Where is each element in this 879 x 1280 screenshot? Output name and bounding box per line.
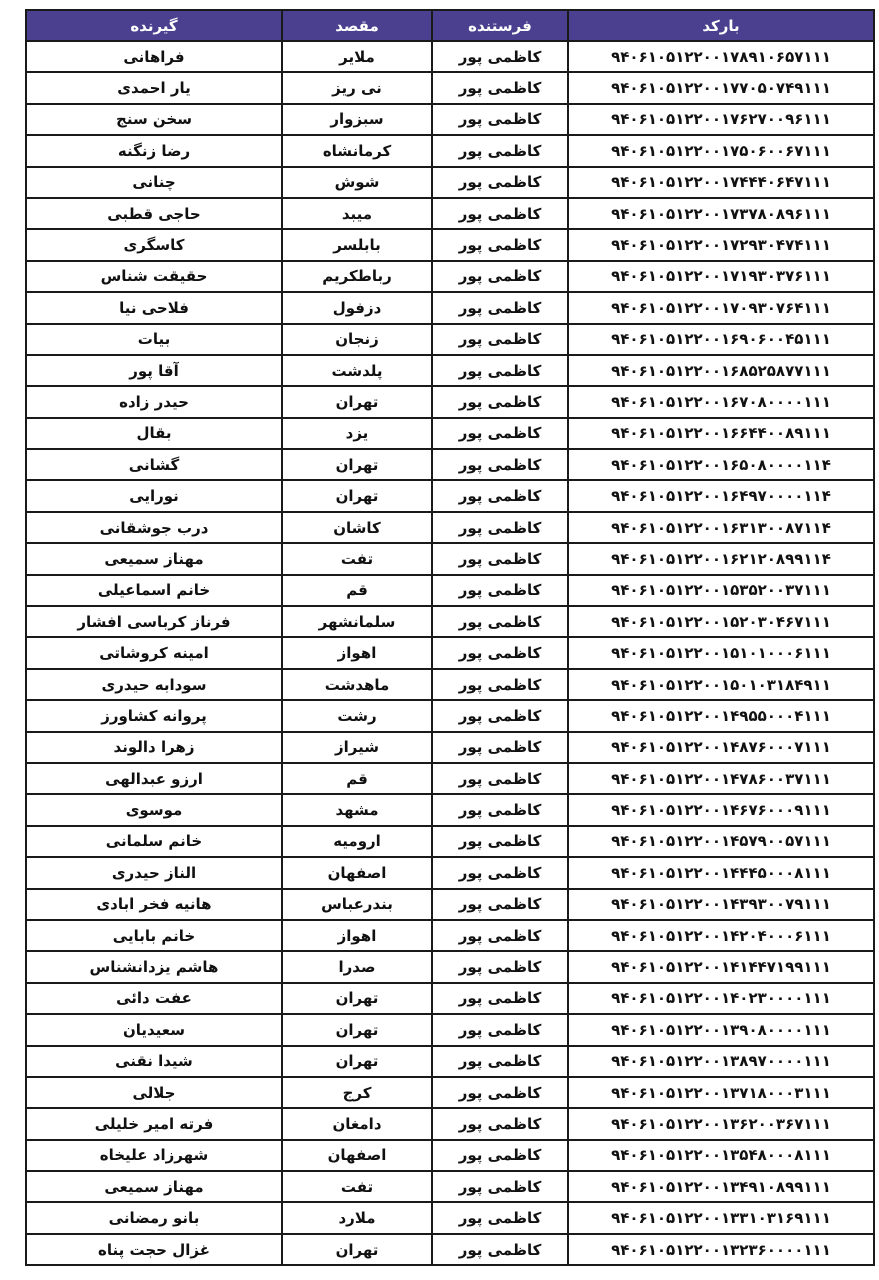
cell-recipient: بقال (26, 418, 282, 449)
cell-recipient: فلاحی نیا (26, 292, 282, 323)
cell-recipient: خانم بابایی (26, 920, 282, 951)
cell-destination: تهران (282, 449, 432, 480)
cell-destination: ملارد (282, 1202, 432, 1233)
cell-sender: کاظمی پور (432, 386, 568, 417)
cell-barcode: ۹۴۰۶۱۰۵۱۲۲۰۰۱۴۳۹۳۰۰۷۹۱۱۱ (568, 889, 874, 920)
cell-destination: تهران (282, 386, 432, 417)
cell-destination: رشت (282, 700, 432, 731)
table-row (26, 449, 874, 480)
table-row (26, 1014, 874, 1045)
cell-sender: کاظمی پور (432, 1234, 568, 1265)
cell-recipient: سعیدیان (26, 1014, 282, 1045)
cell-sender: کاظمی پور (432, 763, 568, 794)
table-row (26, 512, 874, 543)
cell-barcode: ۹۴۰۶۱۰۵۱۲۲۰۰۱۶۶۴۴۰۰۸۹۱۱۱ (568, 418, 874, 449)
cell-barcode: ۹۴۰۶۱۰۵۱۲۲۰۰۱۴۸۷۶۰۰۰۷۱۱۱ (568, 732, 874, 763)
cell-destination: شیراز (282, 732, 432, 763)
cell-destination: تفت (282, 1171, 432, 1202)
cell-destination: کاشان (282, 512, 432, 543)
table-row (26, 1046, 874, 1077)
cell-destination: کرمانشاه (282, 135, 432, 166)
cell-destination: قم (282, 763, 432, 794)
cell-recipient: رضا زنگنه (26, 135, 282, 166)
table-row (26, 41, 874, 72)
cell-recipient: پروانه کشاورز (26, 700, 282, 731)
cell-recipient: آقا پور (26, 355, 282, 386)
table-row (26, 700, 874, 731)
cell-barcode: ۹۴۰۶۱۰۵۱۲۲۰۰۱۴۹۵۵۰۰۰۴۱۱۱ (568, 700, 874, 731)
cell-sender: کاظمی پور (432, 857, 568, 888)
cell-recipient: حیدر زاده (26, 386, 282, 417)
cell-recipient: چنانی (26, 167, 282, 198)
cell-barcode: ۹۴۰۶۱۰۵۱۲۲۰۰۱۷۷۰۵۰۷۴۹۱۱۱ (568, 72, 874, 103)
cell-recipient: هاشم یزدانشناس (26, 951, 282, 982)
cell-sender: کاظمی پور (432, 449, 568, 480)
table-row (26, 951, 874, 982)
cell-sender: کاظمی پور (432, 72, 568, 103)
header-sender: فرستنده (432, 10, 568, 41)
header-destination: مقصد (282, 10, 432, 41)
cell-recipient: بانو رمضانی (26, 1202, 282, 1233)
cell-barcode: ۹۴۰۶۱۰۵۱۲۲۰۰۱۷۲۹۳۰۴۷۴۱۱۱ (568, 229, 874, 260)
cell-barcode: ۹۴۰۶۱۰۵۱۲۲۰۰۱۴۷۸۶۰۰۳۷۱۱۱ (568, 763, 874, 794)
cell-destination: رباطکریم (282, 261, 432, 292)
table-row (26, 1171, 874, 1202)
cell-sender: کاظمی پور (432, 1202, 568, 1233)
cell-destination: زنجان (282, 324, 432, 355)
cell-barcode: ۹۴۰۶۱۰۵۱۲۲۰۰۱۳۶۲۰۰۳۶۷۱۱۱ (568, 1108, 874, 1139)
cell-destination: تهران (282, 1014, 432, 1045)
cell-sender: کاظمی پور (432, 543, 568, 574)
table-row (26, 1234, 874, 1265)
table-row (26, 763, 874, 794)
table-row (26, 229, 874, 260)
table-row (26, 1202, 874, 1233)
cell-sender: کاظمی پور (432, 41, 568, 72)
header-recipient: گیرنده (26, 10, 282, 41)
table-row (26, 355, 874, 386)
table-row (26, 1140, 874, 1171)
cell-sender: کاظمی پور (432, 324, 568, 355)
cell-destination: اهواز (282, 920, 432, 951)
cell-sender: کاظمی پور (432, 480, 568, 511)
cell-sender: کاظمی پور (432, 1108, 568, 1139)
table-row (26, 135, 874, 166)
cell-sender: کاظمی پور (432, 167, 568, 198)
cell-destination: شوش (282, 167, 432, 198)
cell-sender: کاظمی پور (432, 261, 568, 292)
cell-recipient: شیدا نقنی (26, 1046, 282, 1077)
cell-sender: کاظمی پور (432, 669, 568, 700)
cell-barcode: ۹۴۰۶۱۰۵۱۲۲۰۰۱۶۲۱۲۰۸۹۹۱۱۴ (568, 543, 874, 574)
cell-recipient: فراهانی (26, 41, 282, 72)
cell-barcode: ۹۴۰۶۱۰۵۱۲۲۰۰۱۵۱۰۱۰۰۰۶۱۱۱ (568, 637, 874, 668)
cell-destination: دزفول (282, 292, 432, 323)
table-row (26, 418, 874, 449)
cell-recipient: گشانی (26, 449, 282, 480)
cell-recipient: مهناز سمیعی (26, 1171, 282, 1202)
header-row (26, 10, 874, 41)
cell-barcode: ۹۴۰۶۱۰۵۱۲۲۰۰۱۷۳۷۸۰۸۹۶۱۱۱ (568, 198, 874, 229)
cell-barcode: ۹۴۰۶۱۰۵۱۲۲۰۰۱۳۷۱۸۰۰۰۳۱۱۱ (568, 1077, 874, 1108)
cell-destination: تفت (282, 543, 432, 574)
table-body (26, 41, 874, 1265)
cell-barcode: ۹۴۰۶۱۰۵۱۲۲۰۰۱۳۴۹۱۰۸۹۹۱۱۱ (568, 1171, 874, 1202)
cell-barcode: ۹۴۰۶۱۰۵۱۲۲۰۰۱۴۶۷۶۰۰۰۹۱۱۱ (568, 794, 874, 825)
cell-recipient: مهناز سمیعی (26, 543, 282, 574)
cell-destination: ارومیه (282, 826, 432, 857)
cell-sender: کاظمی پور (432, 1171, 568, 1202)
table-row (26, 920, 874, 951)
cell-barcode: ۹۴۰۶۱۰۵۱۲۲۰۰۱۶۹۰۶۰۰۴۵۱۱۱ (568, 324, 874, 355)
cell-destination: ملایر (282, 41, 432, 72)
shipment-table (25, 9, 875, 1266)
cell-sender: کاظمی پور (432, 983, 568, 1014)
cell-recipient: سودابه حیدری (26, 669, 282, 700)
header-barcode: بارکد (568, 10, 874, 41)
table-row (26, 575, 874, 606)
cell-destination: اصفهان (282, 857, 432, 888)
cell-barcode: ۹۴۰۶۱۰۵۱۲۲۰۰۱۵۳۵۲۰۰۳۷۱۱۱ (568, 575, 874, 606)
cell-sender: کاظمی پور (432, 920, 568, 951)
cell-barcode: ۹۴۰۶۱۰۵۱۲۲۰۰۱۷۶۲۷۰۰۹۶۱۱۱ (568, 104, 874, 135)
cell-recipient: هانیه فخر ابادی (26, 889, 282, 920)
table-row (26, 889, 874, 920)
shipment-list-sheet (25, 9, 873, 1266)
cell-recipient: حاجی قطبی (26, 198, 282, 229)
cell-destination: بابلسر (282, 229, 432, 260)
cell-recipient: یار احمدی (26, 72, 282, 103)
cell-recipient: درب جوشقانی (26, 512, 282, 543)
cell-destination: تهران (282, 480, 432, 511)
table-row (26, 794, 874, 825)
cell-recipient: موسوی (26, 794, 282, 825)
cell-recipient: نورایی (26, 480, 282, 511)
cell-destination: سلمانشهر (282, 606, 432, 637)
table-row (26, 480, 874, 511)
cell-sender: کاظمی پور (432, 198, 568, 229)
table-row (26, 983, 874, 1014)
table-row (26, 324, 874, 355)
cell-sender: کاظمی پور (432, 1046, 568, 1077)
cell-barcode: ۹۴۰۶۱۰۵۱۲۲۰۰۱۴۵۷۹۰۰۵۷۱۱۱ (568, 826, 874, 857)
table-row (26, 857, 874, 888)
cell-recipient: الناز حیدری (26, 857, 282, 888)
cell-sender: کاظمی پور (432, 637, 568, 668)
cell-sender: کاظمی پور (432, 951, 568, 982)
cell-barcode: ۹۴۰۶۱۰۵۱۲۲۰۰۱۶۴۹۷۰۰۰۰۱۱۴ (568, 480, 874, 511)
cell-barcode: ۹۴۰۶۱۰۵۱۲۲۰۰۱۶۳۱۳۰۰۸۷۱۱۴ (568, 512, 874, 543)
cell-barcode: ۹۴۰۶۱۰۵۱۲۲۰۰۱۶۸۵۲۵۸۷۷۱۱۱ (568, 355, 874, 386)
cell-barcode: ۹۴۰۶۱۰۵۱۲۲۰۰۱۴۱۴۴۷۱۹۹۱۱۱ (568, 951, 874, 982)
cell-destination: دامغان (282, 1108, 432, 1139)
cell-barcode: ۹۴۰۶۱۰۵۱۲۲۰۰۱۷۴۴۴۰۶۴۷۱۱۱ (568, 167, 874, 198)
cell-destination: ماهدشت (282, 669, 432, 700)
cell-destination: اصفهان (282, 1140, 432, 1171)
cell-recipient: خانم اسماعیلی (26, 575, 282, 606)
cell-barcode: ۹۴۰۶۱۰۵۱۲۲۰۰۱۶۷۰۸۰۰۰۰۱۱۱ (568, 386, 874, 417)
cell-sender: کاظمی پور (432, 135, 568, 166)
cell-barcode: ۹۴۰۶۱۰۵۱۲۲۰۰۱۷۸۹۱۰۶۵۷۱۱۱ (568, 41, 874, 72)
cell-destination: تهران (282, 1046, 432, 1077)
cell-recipient: ارزو عبدالهی (26, 763, 282, 794)
table-row (26, 72, 874, 103)
cell-destination: کرج (282, 1077, 432, 1108)
table-row (26, 669, 874, 700)
cell-barcode: ۹۴۰۶۱۰۵۱۲۲۰۰۱۷۱۹۳۰۳۷۶۱۱۱ (568, 261, 874, 292)
cell-destination: تهران (282, 1234, 432, 1265)
cell-destination: قم (282, 575, 432, 606)
cell-destination: سبزوار (282, 104, 432, 135)
cell-recipient: خانم سلمانی (26, 826, 282, 857)
table-row (26, 386, 874, 417)
cell-sender: کاظمی پور (432, 229, 568, 260)
cell-destination: اهواز (282, 637, 432, 668)
cell-recipient: بیات (26, 324, 282, 355)
cell-sender: کاظمی پور (432, 826, 568, 857)
cell-recipient: شهرزاد علیخاه (26, 1140, 282, 1171)
cell-barcode: ۹۴۰۶۱۰۵۱۲۲۰۰۱۴۲۰۴۰۰۰۶۱۱۱ (568, 920, 874, 951)
cell-recipient: سخن سنج (26, 104, 282, 135)
cell-sender: کاظمی پور (432, 700, 568, 731)
cell-sender: کاظمی پور (432, 104, 568, 135)
cell-destination: یزد (282, 418, 432, 449)
table-header (26, 10, 874, 41)
cell-recipient: فرته امیر خلیلی (26, 1108, 282, 1139)
table-row (26, 1077, 874, 1108)
table-row (26, 104, 874, 135)
cell-recipient: عفت دائی (26, 983, 282, 1014)
cell-recipient: امینه کروشاتی (26, 637, 282, 668)
cell-sender: کاظمی پور (432, 794, 568, 825)
cell-barcode: ۹۴۰۶۱۰۵۱۲۲۰۰۱۶۵۰۸۰۰۰۰۱۱۴ (568, 449, 874, 480)
cell-destination: نی ریز (282, 72, 432, 103)
table-row (26, 543, 874, 574)
cell-recipient: فرناز کرباسی افشار (26, 606, 282, 637)
cell-sender: کاظمی پور (432, 418, 568, 449)
cell-destination: مشهد (282, 794, 432, 825)
cell-recipient: غزال حجت پناه (26, 1234, 282, 1265)
table-row (26, 292, 874, 323)
cell-recipient: کاسگری (26, 229, 282, 260)
cell-sender: کاظمی پور (432, 512, 568, 543)
cell-barcode: ۹۴۰۶۱۰۵۱۲۲۰۰۱۵۰۱۰۳۱۸۴۹۱۱ (568, 669, 874, 700)
table-row (26, 198, 874, 229)
cell-barcode: ۹۴۰۶۱۰۵۱۲۲۰۰۱۴۴۴۵۰۰۰۸۱۱۱ (568, 857, 874, 888)
table-row (26, 732, 874, 763)
table-row (26, 1108, 874, 1139)
table-row (26, 606, 874, 637)
cell-barcode: ۹۴۰۶۱۰۵۱۲۲۰۰۱۳۸۹۷۰۰۰۰۱۱۱ (568, 1046, 874, 1077)
cell-sender: کاظمی پور (432, 1077, 568, 1108)
cell-barcode: ۹۴۰۶۱۰۵۱۲۲۰۰۱۷۵۰۶۰۰۶۷۱۱۱ (568, 135, 874, 166)
cell-sender: کاظمی پور (432, 606, 568, 637)
table-row (26, 261, 874, 292)
cell-recipient: حقیقت شناس (26, 261, 282, 292)
cell-destination: میبد (282, 198, 432, 229)
cell-recipient: جلالی (26, 1077, 282, 1108)
cell-recipient: زهرا دالوند (26, 732, 282, 763)
cell-barcode: ۹۴۰۶۱۰۵۱۲۲۰۰۱۳۳۱۰۳۱۶۹۱۱۱ (568, 1202, 874, 1233)
cell-barcode: ۹۴۰۶۱۰۵۱۲۲۰۰۱۷۰۹۳۰۷۶۴۱۱۱ (568, 292, 874, 323)
cell-barcode: ۹۴۰۶۱۰۵۱۲۲۰۰۱۳۲۳۶۰۰۰۰۱۱۱ (568, 1234, 874, 1265)
cell-sender: کاظمی پور (432, 292, 568, 323)
cell-sender: کاظمی پور (432, 355, 568, 386)
cell-destination: پلدشت (282, 355, 432, 386)
cell-barcode: ۹۴۰۶۱۰۵۱۲۲۰۰۱۳۵۴۸۰۰۰۸۱۱۱ (568, 1140, 874, 1171)
table-row (26, 167, 874, 198)
cell-sender: کاظمی پور (432, 889, 568, 920)
cell-barcode: ۹۴۰۶۱۰۵۱۲۲۰۰۱۴۰۲۳۰۰۰۰۱۱۱ (568, 983, 874, 1014)
table-row (26, 637, 874, 668)
cell-sender: کاظمی پور (432, 732, 568, 763)
cell-sender: کاظمی پور (432, 1140, 568, 1171)
cell-barcode: ۹۴۰۶۱۰۵۱۲۲۰۰۱۵۲۰۳۰۴۶۷۱۱۱ (568, 606, 874, 637)
cell-sender: کاظمی پور (432, 1014, 568, 1045)
cell-destination: صدرا (282, 951, 432, 982)
cell-destination: تهران (282, 983, 432, 1014)
cell-destination: بندرعباس (282, 889, 432, 920)
table-row (26, 826, 874, 857)
cell-sender: کاظمی پور (432, 575, 568, 606)
cell-barcode: ۹۴۰۶۱۰۵۱۲۲۰۰۱۳۹۰۸۰۰۰۰۱۱۱ (568, 1014, 874, 1045)
